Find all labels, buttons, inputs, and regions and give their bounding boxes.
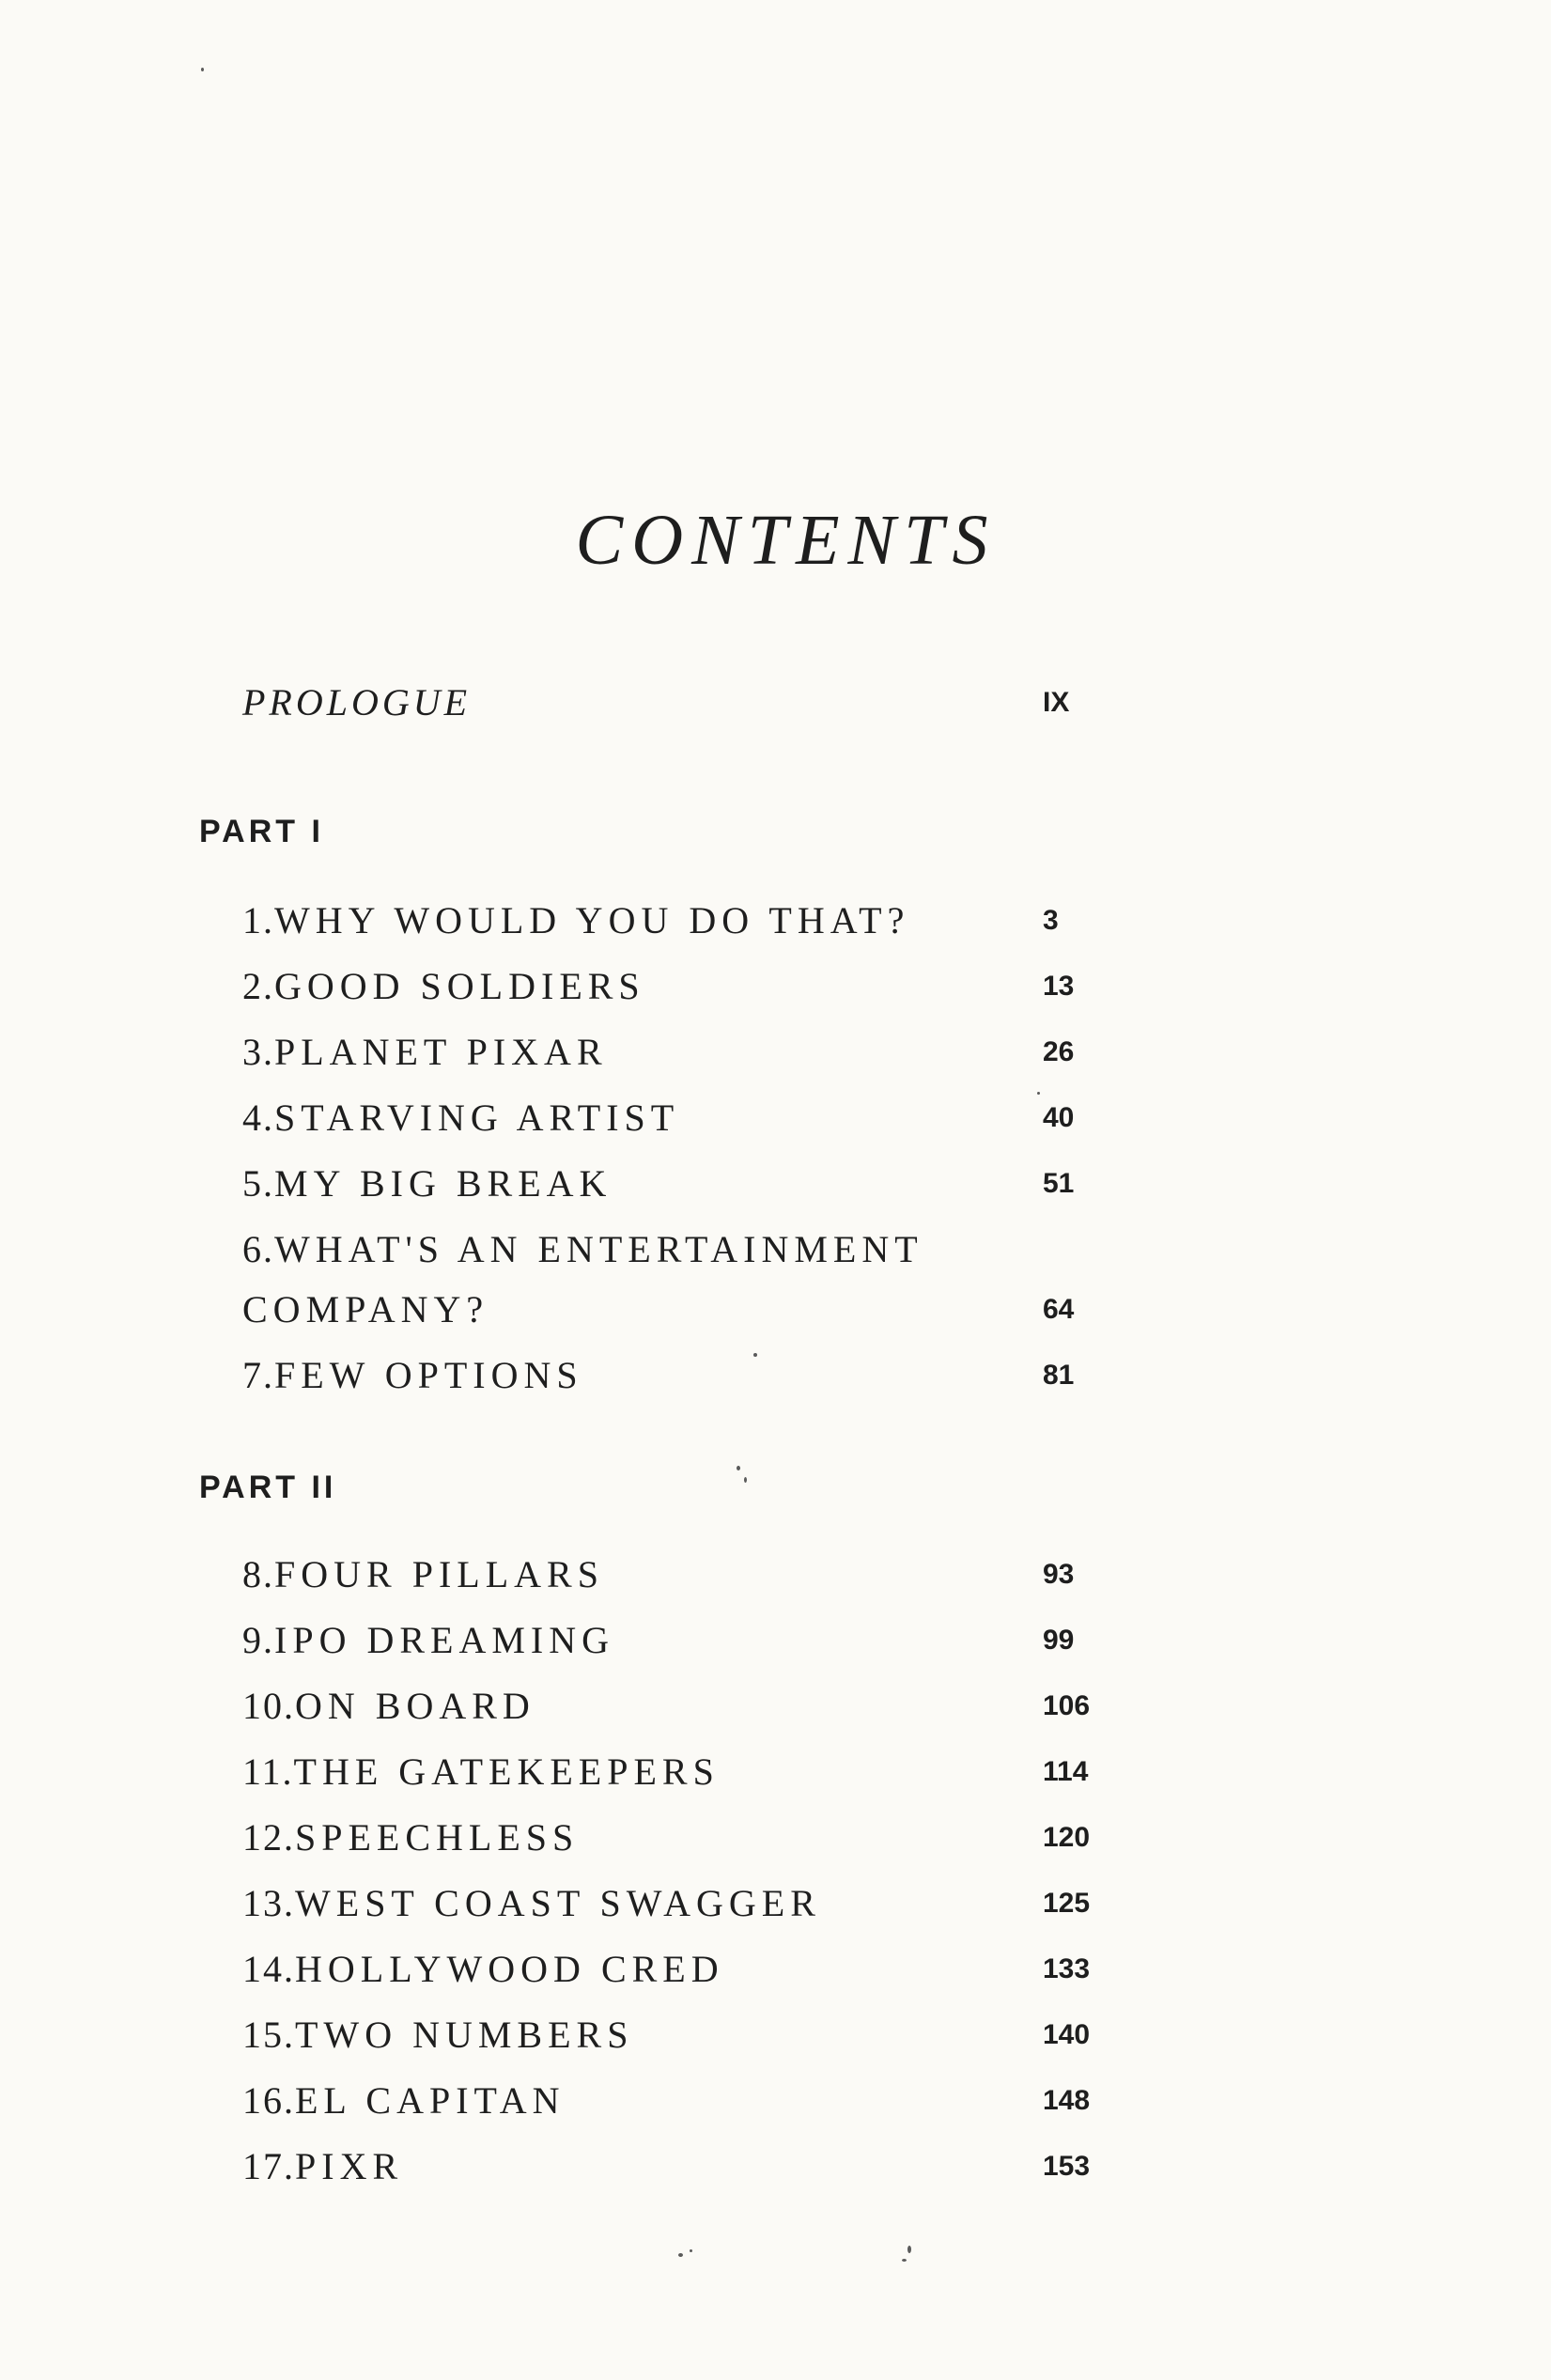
- chapter-number: 16.: [242, 2079, 295, 2122]
- toc-entry: [0, 1810, 1551, 1866]
- paper-speck: [678, 2253, 683, 2257]
- chapter-number: 6.: [242, 1228, 274, 1270]
- toc-entry-title: [242, 1090, 679, 1146]
- chapter-number: 5.: [242, 1162, 274, 1205]
- chapter-number: 15.: [242, 2014, 295, 2056]
- paper-speck: [902, 2259, 907, 2262]
- toc-entry-title: [242, 1941, 724, 1998]
- toc-entry: [0, 1612, 1551, 1669]
- toc-page-number: 93: [1043, 1559, 1075, 1590]
- toc-entry-title: [242, 2073, 566, 2129]
- toc-entry-title: [242, 1678, 535, 1734]
- paper-speck: [201, 68, 204, 71]
- part-heading: PART I: [199, 814, 324, 849]
- toc-entry: [0, 1156, 1551, 1212]
- toc-entry-title: [242, 1024, 608, 1081]
- toc-page-number: 81: [1043, 1360, 1075, 1391]
- chapter-title: EL CAPITAN: [295, 2079, 566, 2122]
- toc-page-number: 26: [1043, 1036, 1075, 1067]
- toc-entry-title: [242, 893, 909, 949]
- chapter-title: TWO NUMBERS: [295, 2014, 634, 2056]
- chapter-number: 9.: [242, 1619, 274, 1661]
- chapter-title: GOOD SOLDIERS: [274, 965, 645, 1007]
- toc-page-number: 140: [1043, 2019, 1091, 2050]
- toc-entry-title: [242, 1810, 579, 1866]
- toc-page-number: IX: [1043, 687, 1070, 718]
- toc-entry: [0, 1941, 1551, 1998]
- paper-speck: [753, 1353, 757, 1357]
- chapter-title: WHAT'S AN ENTERTAINMENT: [274, 1228, 923, 1270]
- chapter-title-continuation: COMPANY?: [242, 1288, 489, 1330]
- toc-entry: [0, 1875, 1551, 1932]
- toc-page-number: 114: [1043, 1756, 1089, 1787]
- chapter-number: 4.: [242, 1097, 274, 1139]
- page-title: CONTENTS: [575, 501, 997, 580]
- toc-page-number: 148: [1043, 2085, 1091, 2116]
- paper-speck: [737, 1466, 740, 1470]
- toc-page-number: 13: [1043, 971, 1075, 1002]
- toc-entry-title: PROLOGUE: [242, 681, 472, 723]
- chapter-number: 10.: [242, 1685, 295, 1727]
- toc-entry-title: [242, 958, 645, 1015]
- paper-speck: [690, 2249, 692, 2252]
- chapter-number: 2.: [242, 965, 274, 1007]
- paper-speck: [1037, 1092, 1040, 1095]
- chapter-title: MY BIG BREAK: [274, 1162, 613, 1205]
- toc-entry-title: [242, 1744, 720, 1800]
- chapter-title: ON BOARD: [295, 1685, 535, 1727]
- chapter-number: 14.: [242, 1948, 295, 1990]
- toc-entry-title: [242, 2139, 403, 2195]
- toc-page-number: 120: [1043, 1822, 1091, 1853]
- chapter-title: WEST COAST SWAGGER: [295, 1882, 821, 1924]
- toc-entry: [0, 1744, 1551, 1800]
- toc-entry: [0, 2007, 1551, 2063]
- chapter-title: HOLLYWOOD CRED: [295, 1948, 724, 1990]
- chapter-number: 12.: [242, 1816, 295, 1859]
- toc-page-number: 106: [1043, 1690, 1091, 1721]
- toc-entry: [0, 1678, 1551, 1734]
- part-heading: PART II: [199, 1470, 337, 1505]
- toc-entry: [0, 2139, 1551, 2195]
- toc-entry: [0, 1347, 1551, 1404]
- chapter-number: 8.: [242, 1553, 274, 1595]
- chapter-number: 7.: [242, 1354, 274, 1396]
- toc-entry-title: [242, 1221, 923, 1278]
- chapter-number: 17.: [242, 2145, 295, 2187]
- toc-entry: [0, 2073, 1551, 2129]
- toc-entry: [0, 1221, 1551, 1278]
- toc-entry-title: [242, 1547, 604, 1603]
- toc-page-number: 40: [1043, 1102, 1075, 1133]
- chapter-number: 1.: [242, 899, 274, 941]
- toc-entry-title: [242, 1156, 612, 1212]
- chapter-title: FOUR PILLARS: [274, 1553, 604, 1595]
- toc-entry-title: [242, 2007, 633, 2063]
- paper-speck: [907, 2246, 911, 2253]
- chapter-title: SPEECHLESS: [295, 1816, 580, 1859]
- toc-entry: [0, 958, 1551, 1015]
- paper-speck: [744, 1477, 747, 1483]
- toc-entry-prologue: [0, 675, 1551, 731]
- chapter-number: 13.: [242, 1882, 295, 1924]
- toc-entry-title: [242, 1347, 583, 1404]
- toc-page-number: 125: [1043, 1888, 1091, 1919]
- chapter-title: FEW OPTIONS: [274, 1354, 583, 1396]
- toc-entry: [0, 1090, 1551, 1146]
- chapter-title: THE GATEKEEPERS: [293, 1750, 720, 1793]
- toc-entry: [0, 893, 1551, 949]
- toc-page-number: 51: [1043, 1168, 1075, 1199]
- chapter-title: WHY WOULD YOU DO THAT?: [274, 899, 910, 941]
- toc-page-number: 153: [1043, 2151, 1091, 2182]
- toc-entry: [0, 1024, 1551, 1081]
- toc-entry: [0, 1547, 1551, 1603]
- chapter-number: 11.: [242, 1750, 294, 1793]
- chapter-title: IPO DREAMING: [274, 1619, 614, 1661]
- toc-entry-title: [242, 1612, 614, 1669]
- toc-entry-title: [242, 1875, 821, 1932]
- chapter-title: STARVING ARTIST: [274, 1097, 680, 1139]
- chapter-number: 3.: [242, 1031, 274, 1073]
- chapter-title: PLANET PIXAR: [274, 1031, 608, 1073]
- toc-page-number: 3: [1043, 905, 1059, 936]
- toc-page-number: 99: [1043, 1625, 1075, 1656]
- toc-page-number: 64: [1043, 1294, 1075, 1325]
- toc-page-number: 133: [1043, 1953, 1091, 1984]
- chapter-title: PIXR: [295, 2145, 404, 2187]
- toc-entry-continuation: [0, 1282, 1551, 1338]
